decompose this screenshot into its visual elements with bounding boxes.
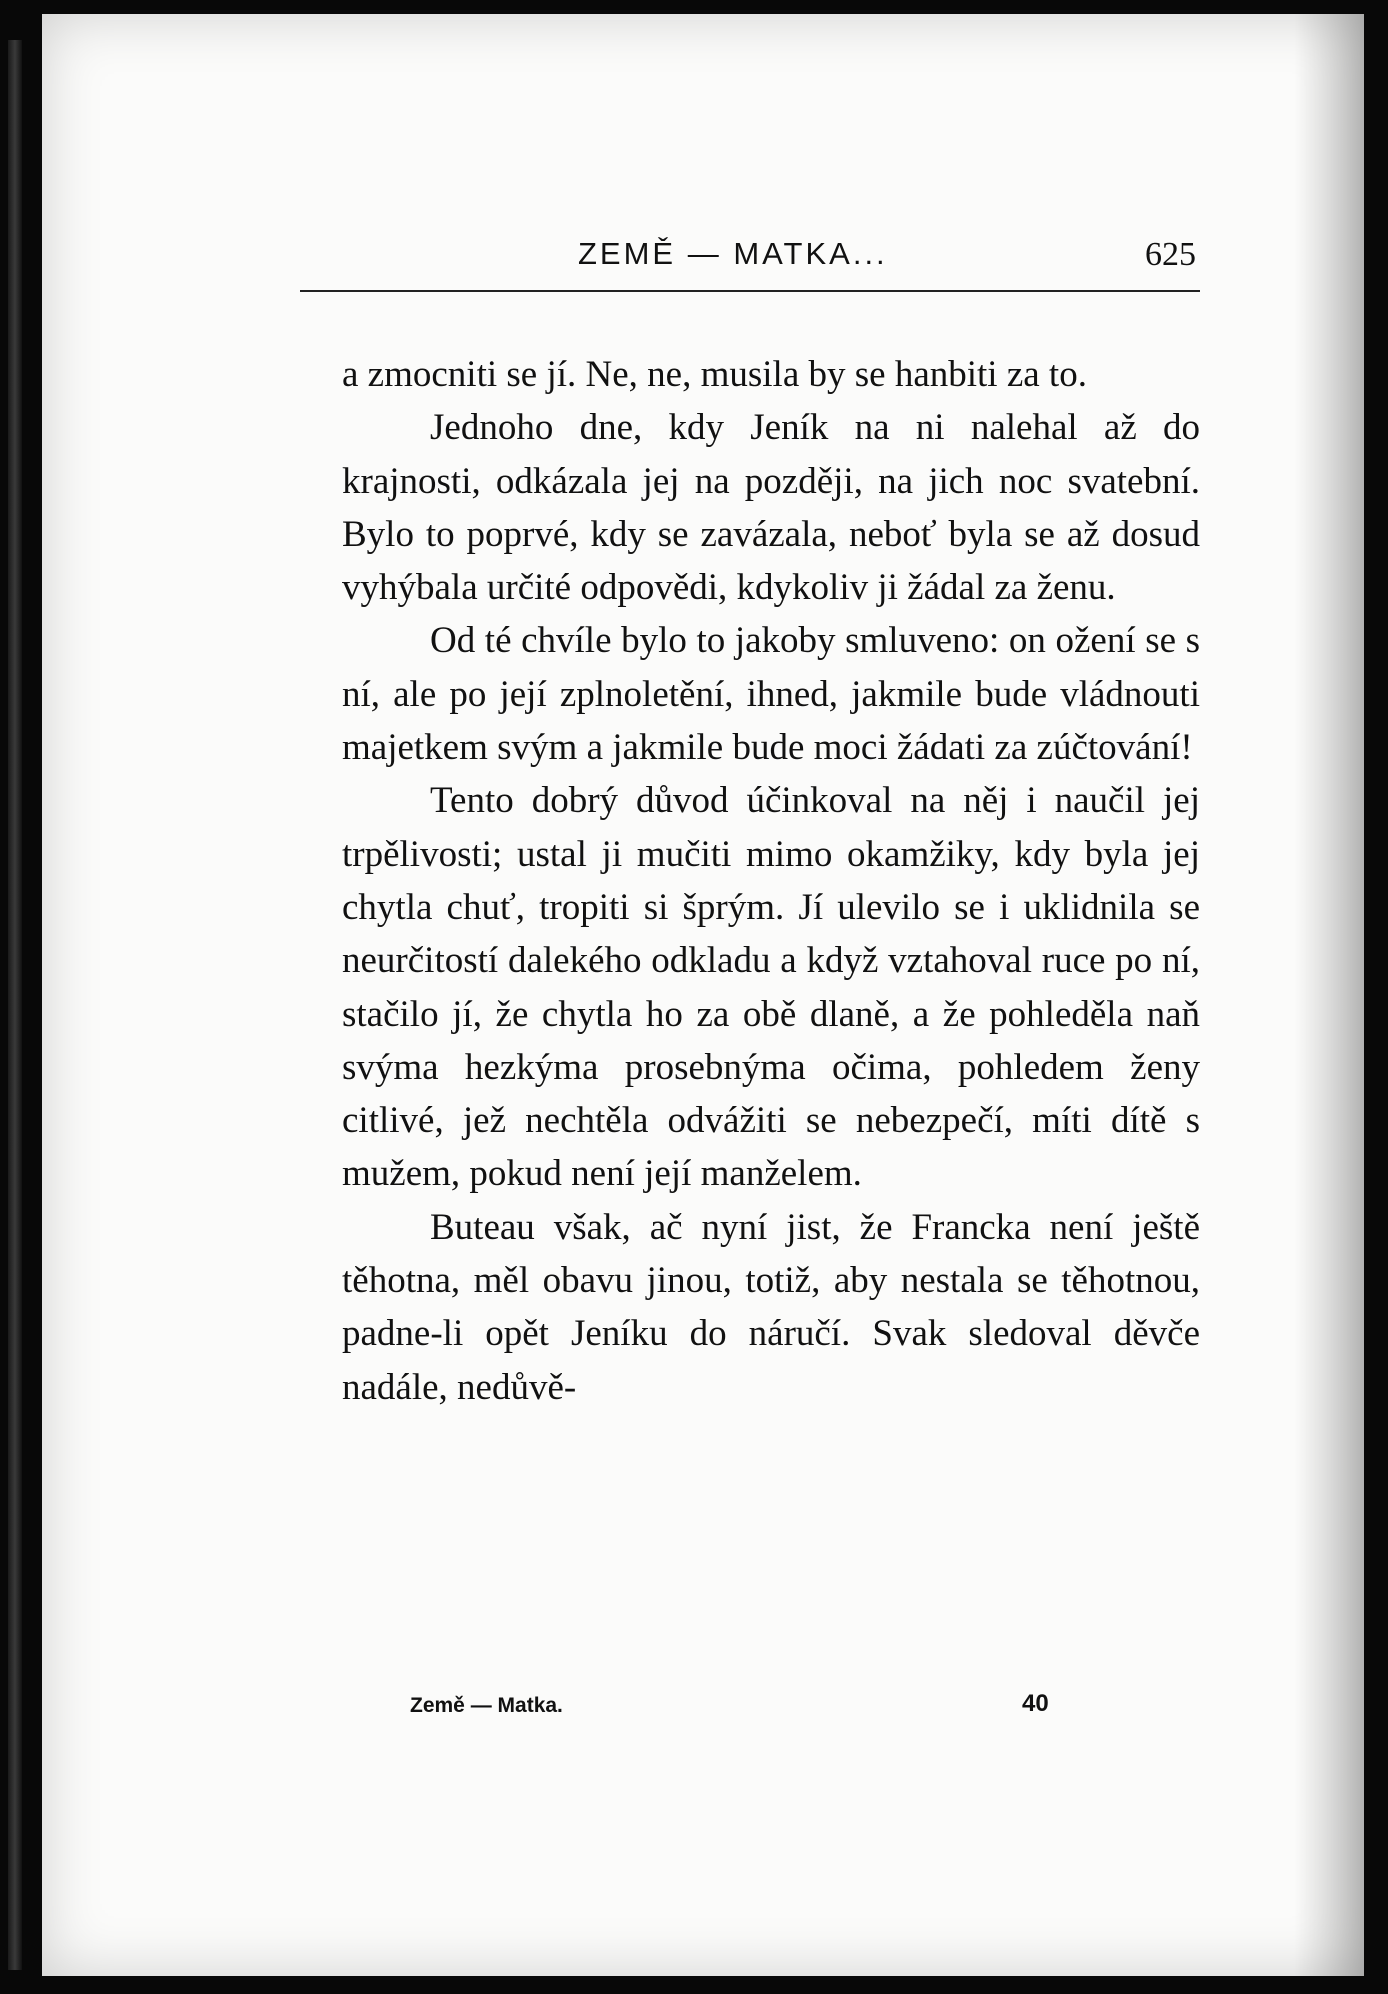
binding-edge bbox=[8, 40, 22, 1970]
signature-mark: Země — Matka. bbox=[410, 1694, 563, 1717]
paragraph: Tento dobrý důvod účinkoval na něj i naučil jej trpělivosti; ustal ji mučiti mimo okamžiky, kdy byla jej chytla chuť, tropiti si šprým. Jí ulevilo se i uklidnila se neurčitostí dalekého odkladu a když vztahoval ruce po ní, stačilo jí, že chytla ho za obě dlaně, a že pohleděla naň svýma hezkýma prosebnýma očima, pohledem ženy citlivé, jež nechtěla odvážiti se nebezpečí, míti dítě s mužem, pokud není její manželem. bbox=[342, 780, 1200, 1195]
sheet-number: 40 bbox=[1022, 1690, 1049, 1717]
page-number: 625 bbox=[1145, 236, 1196, 273]
paragraph: Jednoho dne, kdy Jeník na ni nalehal až do krajnosti, odkázala jej na později, na jich noc svatební. Bylo to poprvé, kdy se zavázala, neboť byla se až dosud vyhýbala určité odpovědi, kdykoliv ji žádal za ženu. bbox=[342, 407, 1200, 609]
running-head: ZEMĚ — MATKA... bbox=[578, 236, 888, 271]
body-text bbox=[342, 348, 1200, 1414]
paragraph: Od té chvíle bylo to jakoby smluveno: on ožení se s ní, ale po její zplnoletění, ihned, jakmile bude vládnouti majetkem svým a jakmile bude moci žádati za zúčtování! bbox=[342, 620, 1200, 769]
page-header bbox=[300, 236, 1200, 292]
paragraph: Buteau však, ač nyní jist, že Francka není ještě těhotna, měl obavu jinou, totiž, aby nestala se těhotnou, padne-li opět Jeníku do náručí. Svak sledoval děvče nadále, nedůvě- bbox=[342, 1206, 1200, 1408]
page-footer bbox=[410, 1690, 1110, 1734]
paragraph: a zmocniti se jí. Ne, ne, musila by se hanbiti za to. bbox=[342, 354, 1087, 395]
